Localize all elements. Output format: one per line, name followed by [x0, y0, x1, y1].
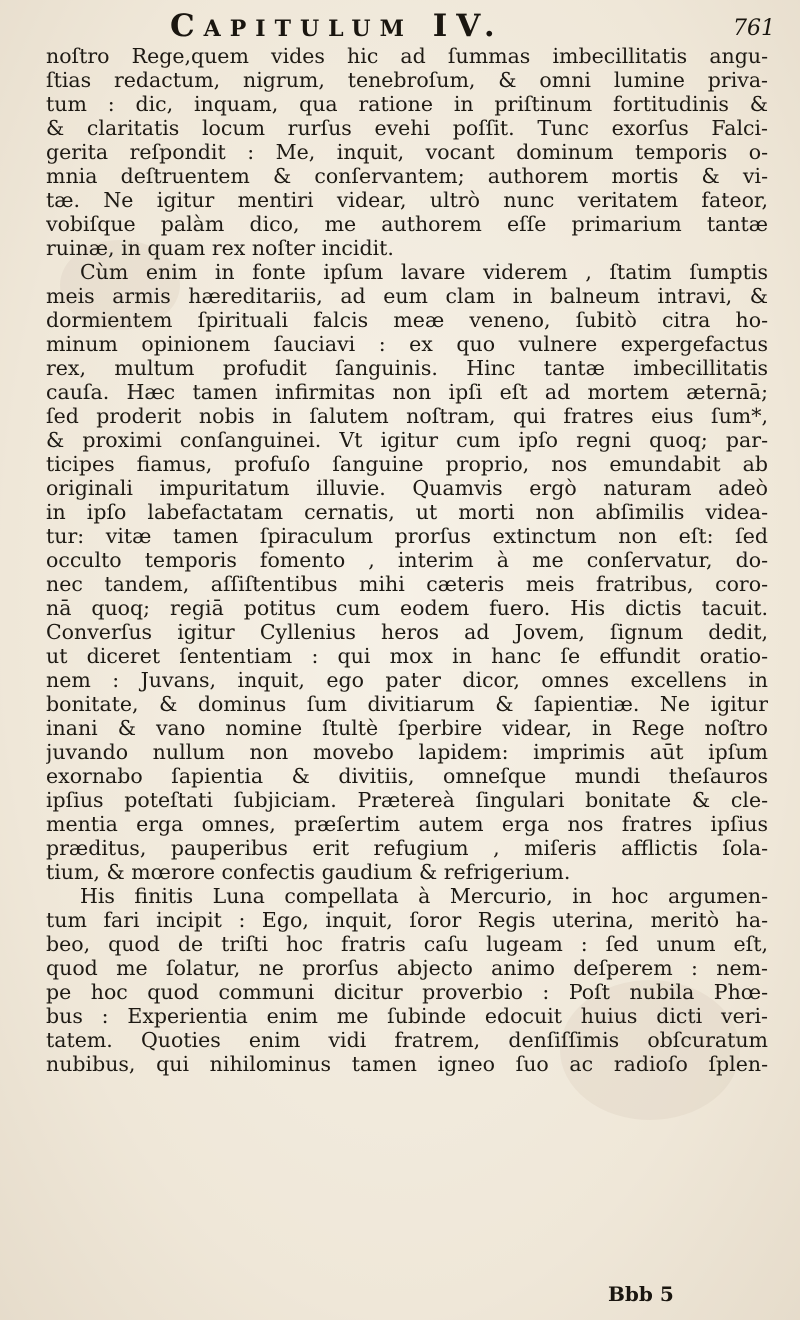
text-line: noſtro Rege,quem vides hic ad ſummas imbecillitatis angu-	[46, 44, 768, 68]
text-line: beo, quod de triſti hoc fratris caſu lugeam : ſed unum eſt,	[46, 932, 768, 956]
body-text	[46, 44, 768, 1076]
text-line: minum opinionem ſauciavi : ex quo vulnere expergefactus	[46, 332, 768, 356]
text-line: cauſa. Hæc tamen infirmitas non ipſi eſt ad mortem æternā;	[46, 380, 768, 404]
text-line: nec tandem, aſſiſtentibus mihi cæteris meis fratribus, coro-	[46, 572, 768, 596]
text-line: originali impuritatum illuvie. Quamvis ergò naturam adeò	[46, 476, 768, 500]
text-line: juvando nullum non movebo lapidem: imprimis aūt ipſum	[46, 740, 768, 764]
text-line: ruinæ, in quam rex noſter incidit.	[46, 236, 394, 260]
text-line: & proximi conſanguinei. Vt igitur cum ipſo regni quoq; par-	[46, 428, 768, 452]
text-line: tæ. Ne igitur mentiri videar, ultrò nunc veritatem fateor,	[46, 188, 768, 212]
text-line: tum fari incipit : Ego, inquit, ſoror Regis uterina, meritò ha-	[46, 908, 768, 932]
running-head: Capitulum IV.	[170, 8, 504, 44]
text-line: ſed proderit nobis in ſalutem noſtram, qui fratres eius ſum*,	[46, 404, 768, 428]
text-line: meis armis hæreditariis, ad eum clam in balneum intravi, &	[46, 284, 768, 308]
text-line: Converſus igitur Cyllenius heros ad Jovem, ſignum dedit,	[46, 620, 768, 644]
page-number: 761	[733, 16, 775, 41]
text-line: nem : Juvans, inquit, ego pater dicor, omnes excellens in	[46, 668, 768, 692]
text-line: bus : Experientia enim me ſubinde edocuit huius dicti veri-	[46, 1004, 768, 1028]
text-line: ipſius poteſtati ſubjiciam. Prætereà ſingulari bonitate & cle-	[46, 788, 768, 812]
text-line: exornabo ſapientia & divitiis, omneſque mundi theſauros	[46, 764, 768, 788]
text-line: rex, multum profudit ſanguinis. Hinc tantæ imbecillitatis	[46, 356, 768, 380]
text-line: tatem. Quoties enim vidi fratrem, denſiſſimis obſcuratum	[46, 1028, 768, 1052]
text-line: ſtias redactum, nigrum, tenebroſum, & omni lumine priva-	[46, 68, 768, 92]
text-line: ticipes fiamus, profuſo ſanguine proprio, nos emundabit ab	[46, 452, 768, 476]
text-line: & claritatis locum rurſus evehi poſſit. Tunc exorſus Falci-	[46, 116, 768, 140]
text-line: mentia erga omnes, præſertim autem erga nos fratres ipſius	[46, 812, 768, 836]
text-line: occulto temporis fomento , interim à me conſervatur, do-	[46, 548, 768, 572]
text-line: vobiſque palàm dico, me authorem eſſe primarium tantæ	[46, 212, 768, 236]
text-line: bonitate, & dominus ſum divitiarum & ſapientiæ. Ne igitur	[46, 692, 768, 716]
text-line: in ipſo labefactatam cernatis, ut morti non abſimilis videa-	[46, 500, 768, 524]
text-line: pe hoc quod communi dicitur proverbio : Poſt nubila Phœ-	[46, 980, 768, 1004]
signature-mark: Bbb 5	[608, 1282, 674, 1306]
text-line: mnia deſtruentem & conſervantem; authorem mortis & vi-	[46, 164, 768, 188]
text-line: dormientem ſpirituali falcis meæ veneno, ſubitò citra ho-	[46, 308, 768, 332]
text-line: inani & vano nomine ſtultè ſperbire videar, in Rege noſtro	[46, 716, 768, 740]
text-line: nubibus, qui nihilominus tamen igneo ſuo ac radioſo ſplen-	[46, 1052, 768, 1076]
text-line: nā quoq; regiā potitus cum eodem fuero. His dictis tacuit.	[46, 596, 768, 620]
text-line: Cùm enim in fonte ipſum lavare viderem , ſtatim ſumptis	[80, 260, 768, 284]
text-line: His finitis Luna compellata à Mercurio, in hoc argumen-	[80, 884, 768, 908]
text-line: tium, & mœrore confectis gaudium & refrigerium.	[46, 860, 571, 884]
text-line: præditus, pauperibus erit refugium , miſeris afflictis ſola-	[46, 836, 768, 860]
text-line: tur: vitæ tamen ſpiraculum prorſus extinctum non eſt: ſed	[46, 524, 768, 548]
text-line: quod me ſolatur, ne prorſus abjecto animo deſperem : nem-	[46, 956, 768, 980]
text-line: gerita reſpondit : Me, inquit, vocant dominum temporis o-	[46, 140, 768, 164]
text-line: tum : dic, inquam, qua ratione in priſtinum fortitudinis &	[46, 92, 768, 116]
text-line: ut diceret ſententiam : qui mox in hanc ſe effundit oratio-	[46, 644, 768, 668]
